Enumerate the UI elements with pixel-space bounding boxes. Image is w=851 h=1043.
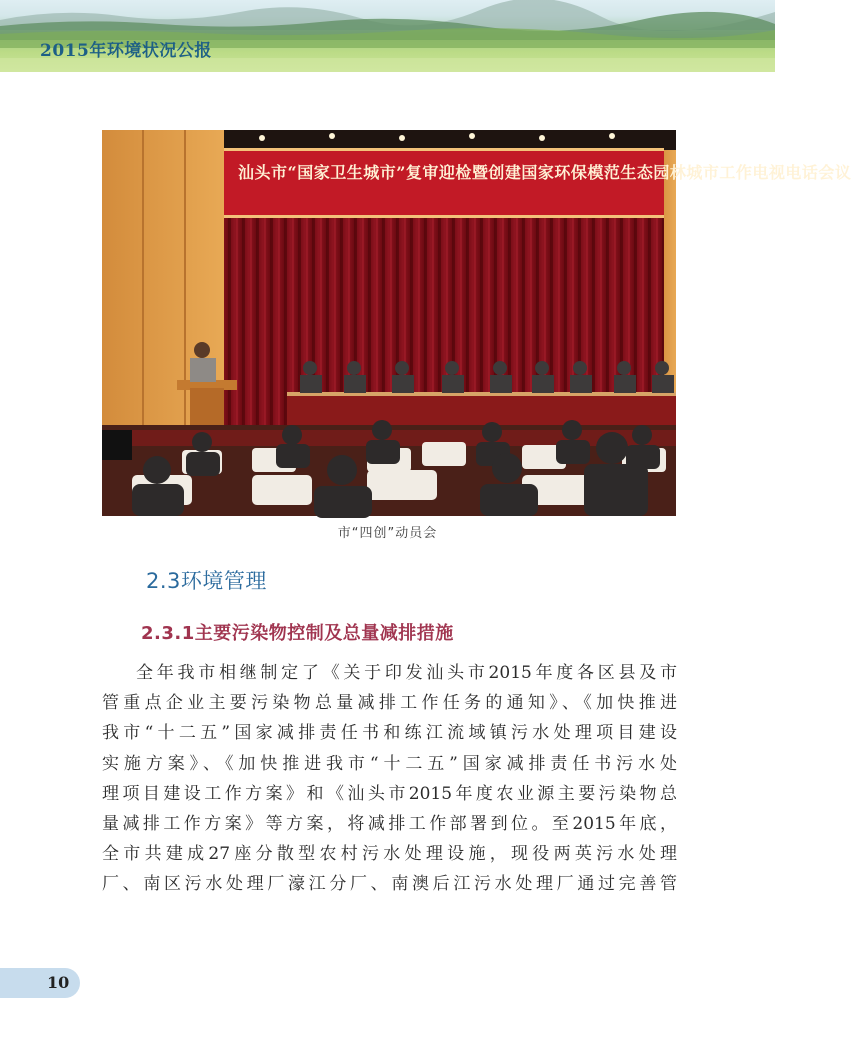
meeting-photo	[102, 130, 851, 516]
header-banner	[0, 0, 775, 72]
paragraph-line: 理项目建设工作方案》和《汕头市2015年度农业源主要污染物总	[102, 783, 677, 804]
paragraph-line: 厂、南区污水处理厂濠江分厂、南澳后江污水处理厂通过完善管	[102, 874, 677, 895]
body-paragraph	[102, 658, 677, 900]
report-title: 2015年环境状况公报	[40, 41, 212, 61]
meeting-scene	[102, 130, 676, 516]
paragraph-line: 全市共建成27座分散型农村污水处理设施，现役两英污水处理	[102, 844, 677, 865]
paragraph-line: 我市“十二五”国家减排责任书和练江流域镇污水处理项目建设	[102, 723, 677, 744]
subsection-heading: 2.3.1主要污染物控制及总量减排措施	[141, 623, 454, 644]
paragraph-line: 量减排工作方案》等方案，将减排工作部署到位。至2015年底，	[102, 813, 677, 834]
page-number: 10	[47, 973, 70, 992]
conference-banner-text: 汕头市“国家卫生城市”复审迎检暨创建国家环保模范生态园林城市工作电视电话会议	[238, 163, 851, 182]
paragraph-line: 全年我市相继制定了《关于印发汕头市2015年度各区县及市	[136, 663, 677, 683]
paragraph-line: 实施方案》、《加快推进我市“十二五”国家减排责任书污水处	[102, 753, 677, 774]
section-heading: 2.3环境管理	[146, 569, 267, 593]
paragraph-line: 管重点企业主要污染物总量减排工作任务的通知》、《加快推进	[102, 693, 677, 714]
photo-caption: 市“四创”动员会	[337, 526, 438, 541]
